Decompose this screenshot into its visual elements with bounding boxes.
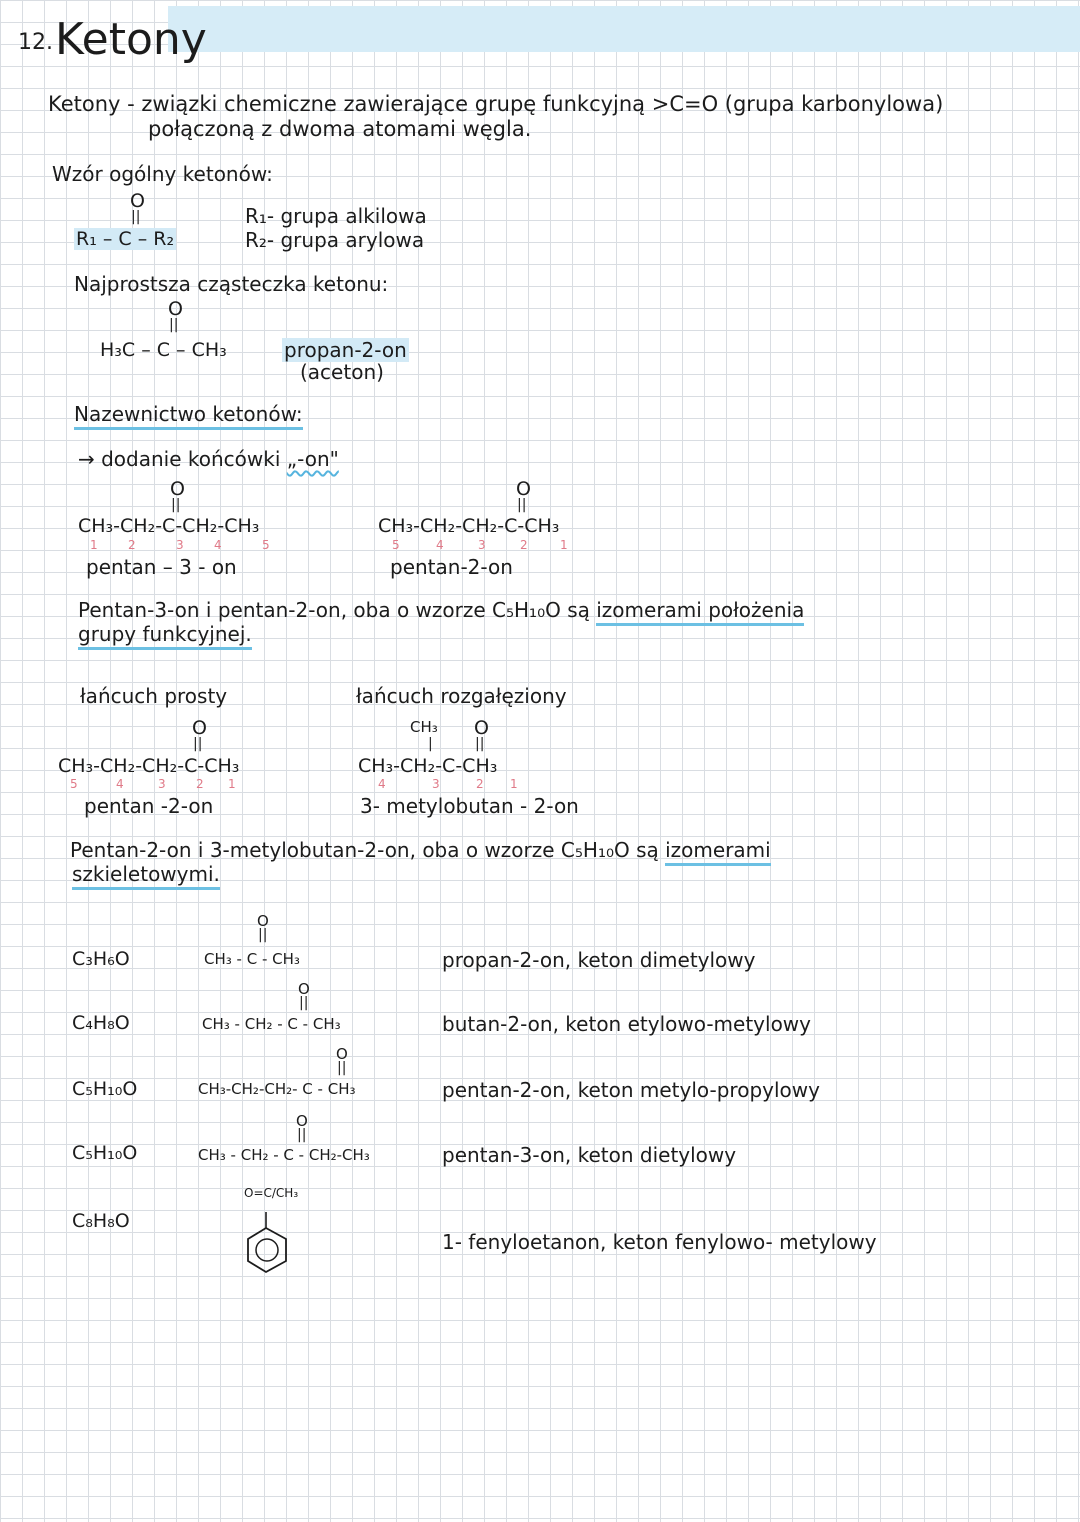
branched-chain-name: 3- metylobutan - 2-on xyxy=(360,794,579,818)
carbon-number: 5 xyxy=(392,538,400,552)
ketone-name: propan-2-on, keton dimetylowy xyxy=(442,948,756,972)
acetone-alt-name: (aceton) xyxy=(300,360,384,384)
simplest-heading: Najprostsza cząsteczka ketonu: xyxy=(74,272,389,296)
structural-formula: CH₃ - C - CH₃ xyxy=(204,950,300,968)
ketone-name: pentan-3-on, keton dietylowy xyxy=(442,1143,737,1167)
ex1-oxygen: O xyxy=(170,478,185,500)
acetophenone-carbonyl: O=C/CH₃ xyxy=(244,1186,299,1200)
definition-line-1: Ketony - związki chemiczne zawierające grupę funkcyjną >C=O (grupa karbonylowa) xyxy=(48,92,944,116)
molecular-formula: C₄H₈O xyxy=(72,1012,130,1034)
isomer-note-positional: Pentan-3-on i pentan-2-on, oba o wzorze C₅H₁₀O są izomerami położenia xyxy=(78,598,804,622)
carbon-number: 5 xyxy=(262,538,270,552)
molecular-formula: C₅H₁₀O xyxy=(72,1078,138,1100)
carbon-number: 2 xyxy=(128,538,136,552)
structural-formula: CH₃ - CH₂ - C - CH₃ xyxy=(202,1015,341,1033)
r2-description: R₂- grupa arylowa xyxy=(245,228,425,252)
isomer-note-skeletal: Pentan-2-on i 3-metylobutan-2-on, oba o wzorze C₅H₁₀O są izomerami xyxy=(70,838,771,862)
pentan-2-on-formula: CH₃-CH₂-CH₂-C-CH₃ xyxy=(378,515,560,537)
straight-oxygen: O xyxy=(192,717,207,739)
acetone-name: propan-2-on xyxy=(284,338,407,362)
double-bond-mark: || xyxy=(131,209,141,225)
double-bond-mark: || xyxy=(299,995,309,1011)
carbon-number: 2 xyxy=(196,777,204,791)
acetone-formula: H₃C – C – CH₃ xyxy=(100,339,227,361)
double-bond-mark: || xyxy=(297,1127,307,1143)
branched-chain-label: łańcuch rozgałęziony xyxy=(356,684,567,708)
branched-chain-formula: CH₃-CH₂-C-CH₃ xyxy=(358,755,498,777)
general-formula-heading: Wzór ogólny ketonów: xyxy=(52,162,273,186)
ex2-oxygen: O xyxy=(516,478,531,500)
r1-description: R₁- grupa alkilowa xyxy=(245,204,427,228)
row-oxygen: O xyxy=(336,1045,348,1063)
simplest-oxygen: O xyxy=(168,298,183,320)
straight-chain-name: pentan -2-on xyxy=(84,794,214,818)
double-bond-mark: || xyxy=(193,736,203,752)
benzene-ring-icon xyxy=(244,1210,294,1290)
general-oxygen: O xyxy=(130,190,145,212)
methyl-branch: CH₃ xyxy=(410,718,438,736)
naming-rule xyxy=(78,447,339,471)
molecular-formula: C₃H₆O xyxy=(72,948,130,970)
carbon-number: 3 xyxy=(158,777,166,791)
carbon-number: 1 xyxy=(560,538,568,552)
carbon-number: 1 xyxy=(90,538,98,552)
structural-formula: CH₃-CH₂-CH₂- C - CH₃ xyxy=(198,1080,356,1098)
double-bond-mark: || xyxy=(475,736,485,752)
carbon-number: 3 xyxy=(478,538,486,552)
carbon-number: 2 xyxy=(476,777,484,791)
carbon-number: 4 xyxy=(378,777,386,791)
isomer-type-positional: izomerami położenia xyxy=(596,598,804,626)
ketone-name: butan-2-on, keton etylowo-metylowy xyxy=(442,1012,811,1036)
carbon-number: 4 xyxy=(436,538,444,552)
naming-heading: Nazewnictwo ketonów: xyxy=(74,402,303,430)
carbon-number: 5 xyxy=(70,777,78,791)
pentan-2-on-name: pentan-2-on xyxy=(390,555,513,579)
carbon-number: 3 xyxy=(176,538,184,552)
definition-line-2: połączoną z dwoma atomami węgla. xyxy=(148,117,532,141)
title-highlight xyxy=(168,6,1080,52)
isomer-note-positional-cont: grupy funkcyjnej. xyxy=(78,622,252,650)
carbon-number: 1 xyxy=(228,777,236,791)
structural-formula: CH₃ - CH₂ - C - CH₂-CH₃ xyxy=(198,1146,370,1164)
ketone-name: 1- fenyloetanon, keton fenylowo- metylowy xyxy=(442,1230,877,1254)
straight-chain-label: łańcuch prosty xyxy=(80,684,228,708)
double-bond-mark: || xyxy=(171,497,181,513)
section-number: 12. xyxy=(18,30,53,55)
carbon-number: 4 xyxy=(116,777,124,791)
double-bond-mark: || xyxy=(337,1060,347,1076)
pentan-3-on-formula: CH₃-CH₂-C-CH₂-CH₃ xyxy=(78,515,260,537)
straight-chain-formula: CH₃-CH₂-CH₂-C-CH₃ xyxy=(58,755,240,777)
carbon-number: 4 xyxy=(214,538,222,552)
row-oxygen: O xyxy=(298,980,310,998)
naming-suffix: „-on" xyxy=(286,447,339,471)
row-oxygen: O xyxy=(296,1112,308,1130)
page-title: Ketony xyxy=(55,14,207,65)
double-bond-mark: || xyxy=(258,927,268,943)
pentan-3-on-name: pentan – 3 - on xyxy=(86,555,237,579)
double-bond-mark: || xyxy=(169,317,179,333)
double-bond-mark: || xyxy=(517,497,527,513)
carbon-number: 3 xyxy=(432,777,440,791)
molecular-formula: C₈H₈O xyxy=(72,1210,130,1232)
row-oxygen: O xyxy=(257,912,269,930)
branched-oxygen: O xyxy=(474,717,489,739)
isomer-note-skeletal-cont: szkieletowymi. xyxy=(72,862,220,890)
isomer-type-skeletal: izomerami xyxy=(665,838,771,866)
carbon-number: 2 xyxy=(520,538,528,552)
naming-rule-text: → dodanie końcówki xyxy=(78,447,281,471)
molecular-formula: C₅H₁₀O xyxy=(72,1142,138,1164)
carbon-number: 1 xyxy=(510,777,518,791)
single-bond-mark: | xyxy=(428,736,433,752)
general-formula: R₁ – C – R₂ xyxy=(76,228,175,250)
ketone-name: pentan-2-on, keton metylo-propylowy xyxy=(442,1078,820,1102)
